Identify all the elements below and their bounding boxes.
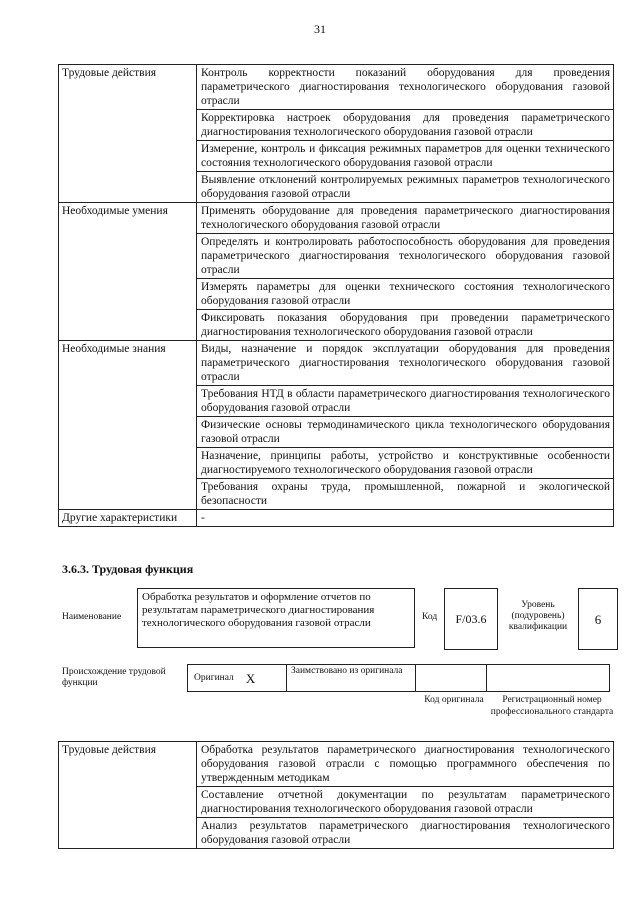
page-number: 31 [314,22,326,36]
table-cell: Анализ результатов параметрического диагностирования технологического оборудования газовой отрасли [197,818,614,849]
function-name-box: Обработка результатов и оформление отчетов по результатам параметрического диагностирования технологического оборудования газовой отрасли [137,588,415,648]
table-cell: Фиксировать показания оборудования при проведении параметрического диагностирования технологического оборудования газовой отрасли [197,310,614,341]
table-cell: Требования охраны труда, промышленной, пожарной и экологической безопасности [197,479,614,510]
table-row [59,341,614,386]
table-cell: Применять оборудование для проведения параметрического диагностирования технологического оборудования газовой отрасли [197,203,614,234]
name-label: Наименование [62,612,122,622]
table-cell: Определять и контролировать работоспособность оборудования для проведения параметрического диагностирования технологического оборудования газовой отрасли [197,234,614,279]
table-row [59,65,614,110]
row-label: Трудовые действия [59,742,197,849]
table-cell: Измерение, контроль и фиксация режимных параметров для оценки технического состояния технологического оборудования газовой отрасли [197,141,614,172]
table-cell: Требования НТД в области параметрического диагностирования технологического оборудования газовой отрасли [197,386,614,417]
table-cell: Контроль корректности показаний оборудования для проведения параметрического диагностирования технологического оборудования газовой отрасли [197,65,614,110]
code-original-cell [415,664,487,692]
level-box: 6 [578,588,618,650]
table-cell: Корректировка настроек оборудования для проведения параметрического диагностирования технологического оборудования газовой отрасли [197,110,614,141]
section-title: 3.6.3. Трудовая функция [62,562,194,576]
table-cell: - [197,510,614,527]
original-label: Оригинал [194,672,234,683]
actions-table [58,741,614,849]
reg-number-cell [486,664,610,692]
origin-row [188,664,610,692]
table-cell: Составление отчетной документации по результатам параметрического диагностирования технологического оборудования газовой отрасли [197,787,614,818]
code-original-caption: Код оригинала [424,695,484,705]
original-cell [187,664,287,692]
competency-table [58,64,614,527]
row-label: Необходимые знания [59,341,197,510]
table-cell: Обработка результатов параметрического диагностирования технологического оборудования газовой отрасли с помощью программного обеспечения по утвержденным методикам [197,742,614,787]
original-mark: X [245,670,256,686]
row-label: Трудовые действия [59,65,197,203]
row-label: Необходимые умения [59,203,197,341]
table-row [59,510,614,527]
level-label: Уровень (подуровень) квалификации [508,600,568,632]
table-cell: Выявление отклонений контролируемых режимных параметров технологического оборудования газовой отрасли [197,172,614,203]
table-cell: Назначение, принципы работы, устройство и конструктивные особенности диагностируемого технологического оборудования газовой отрасли [197,448,614,479]
table-row [59,203,614,234]
table-row [59,742,614,787]
origin-label: Происхождение трудовой функции [62,667,166,688]
code-label: Код [422,612,438,622]
code-box: F/03.6 [444,588,498,650]
table-cell: Измерять параметры для оценки технического состояния технологического оборудования газовой отрасли [197,279,614,310]
borrowed-cell: Заимствовано из оригинала [286,664,416,692]
table-cell: Физические основы термодинамического цикла технологического оборудования газовой отрасли [197,417,614,448]
reg-number-caption: Регистрационный номер профессионального стандарта [490,695,614,717]
table-cell: Виды, назначение и порядок эксплуатации оборудования для проведения параметрического диагностирования технологического оборудования газовой отрасли [197,341,614,386]
row-label: Другие характеристики [59,510,197,527]
